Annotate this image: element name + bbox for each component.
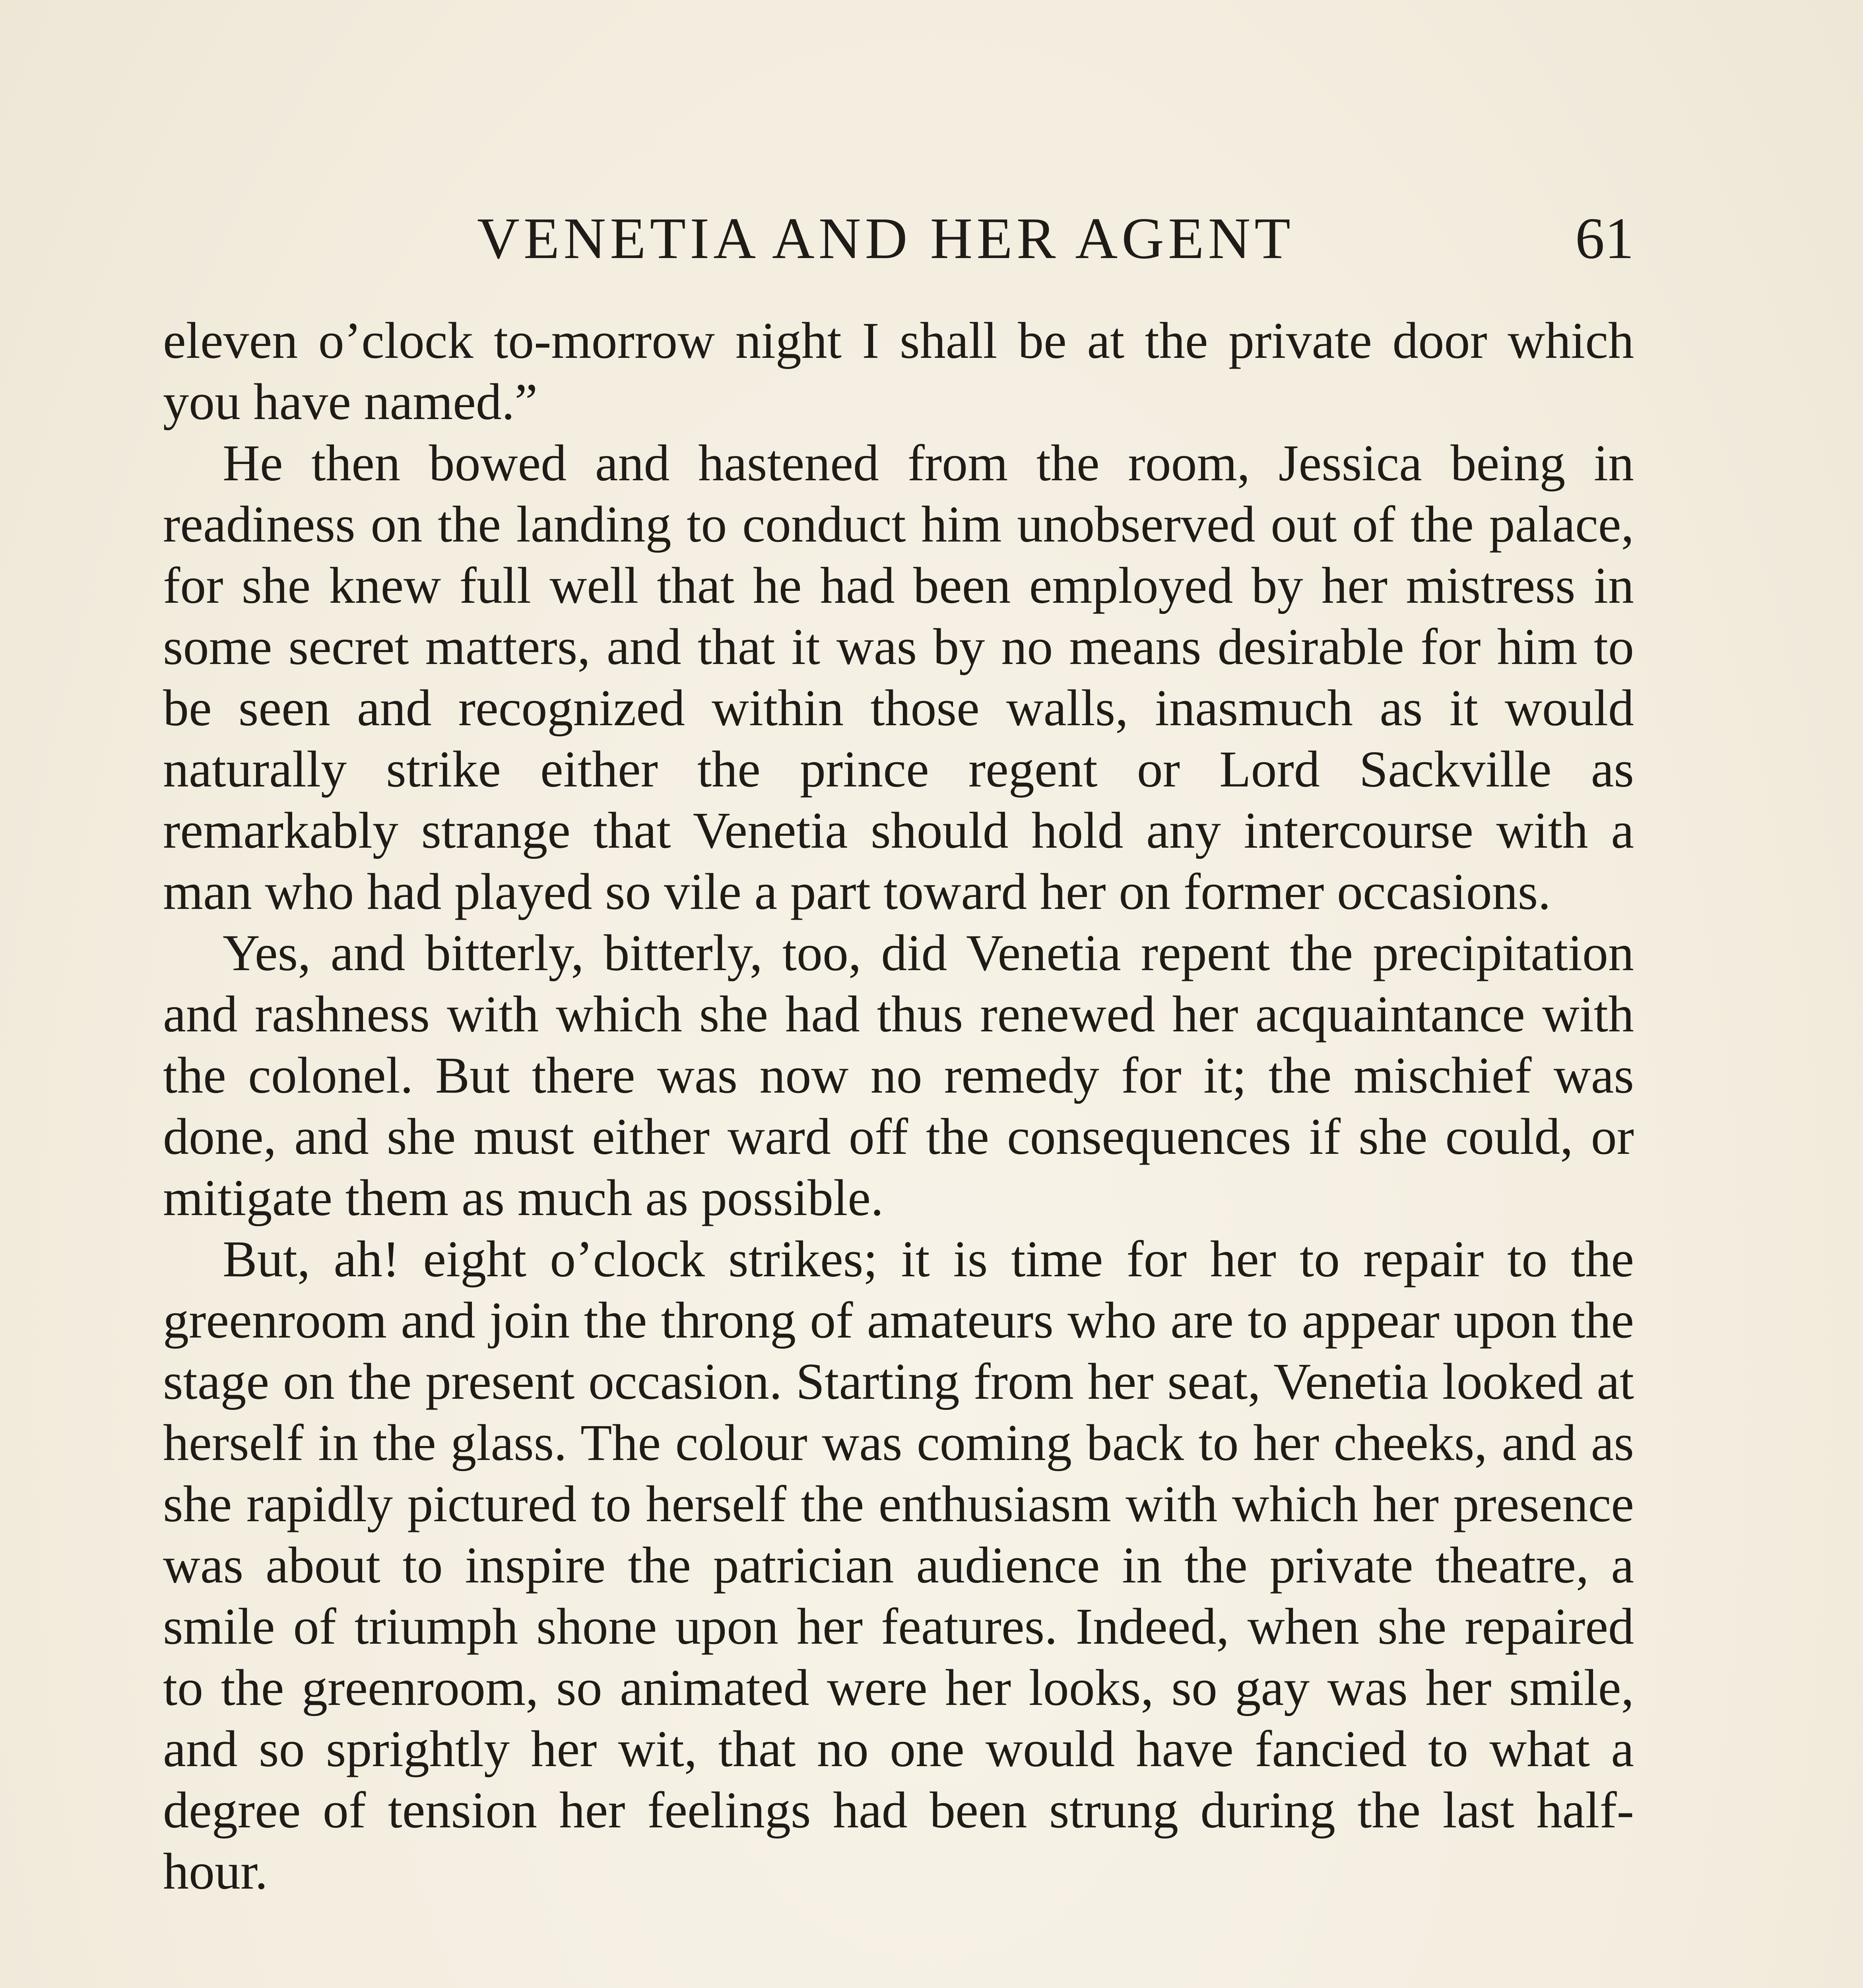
- body-text: [163, 310, 1634, 1902]
- running-head: [163, 199, 1634, 278]
- page-number: 61: [1575, 206, 1634, 271]
- paragraph-1: eleven o’clock to-morrow night I shall be at the private door which you have named.”: [163, 312, 1634, 431]
- paragraph-3: Yes, and bitterly, bitterly, too, did Venetia repent the precipitation and rashness with which she had thus renewed her acquaintance with the colonel. But there was now no remedy for it; the mischief was done, and she must either ward off the consequences if she could, or mitigate them as much as possible.: [163, 924, 1634, 1227]
- paragraph-2: He then bowed and hastened from the room, Jessica being in readiness on the landing to conduct him unobserved out of the palace, for she knew full well that he had been employed by her mistress in some secret matters, and that it was by no means desirable for him to be seen and recognized within those walls, inasmuch as it would naturally strike either the prince regent or Lord Sackville as remarkably strange that Venetia should hold any intercourse with a man who had played so vile a part toward her on former occasions.: [163, 435, 1634, 920]
- paragraph-4: But, ah! eight o’clock strikes; it is time for her to repair to the greenroom and join the throng of amateurs who are to appear upon the stage on the present occasion. Starting from her seat, Venetia looked at herself in the glass. The colour was coming back to her cheeks, and as she rapidly pictured to herself the enthusiasm with which her presence was about to inspire the patrician audience in the private theatre, a smile of triumph shone upon her features. Indeed, when she repaired to the greenroom, so animated were her looks, so gay was her smile, and so sprightly her wit, that no one would have fancied to what a degree of tension her feelings had been strung during the last half-hour.: [163, 1231, 1634, 1900]
- running-title: VENETIA AND HER AGENT: [477, 206, 1294, 271]
